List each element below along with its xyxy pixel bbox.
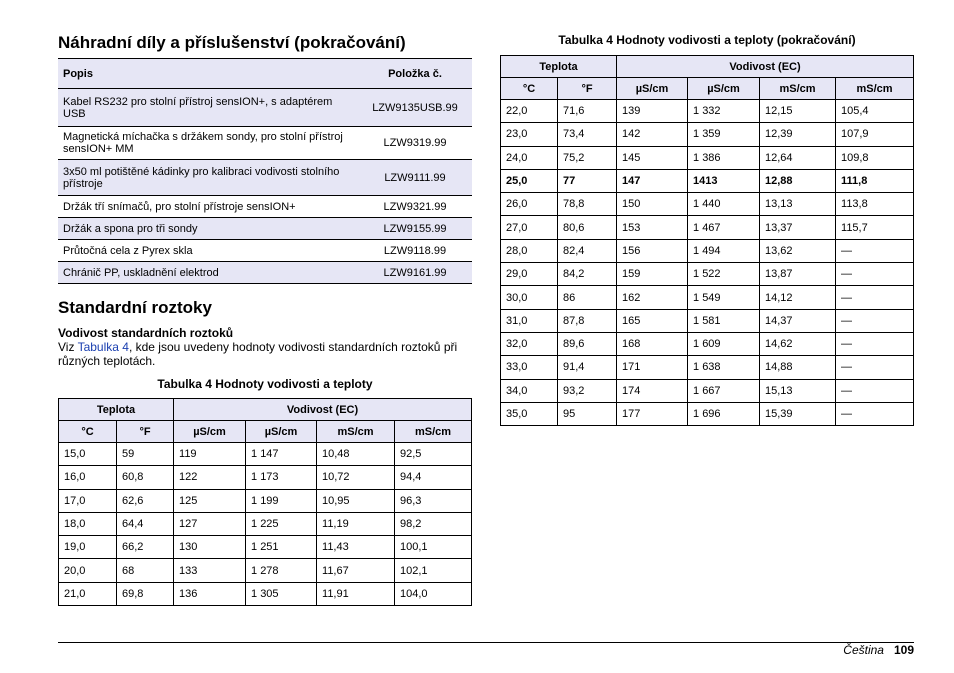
us-cm-value-1: 136 — [174, 582, 246, 605]
temp-celsius: 24,0 — [501, 146, 558, 169]
col-header-fahrenheit: °F — [117, 421, 174, 443]
temp-fahrenheit: 89,6 — [558, 332, 617, 355]
us-cm-value-1: 159 — [617, 263, 688, 286]
us-cm-value-1: 133 — [174, 559, 246, 582]
temp-celsius: 31,0 — [501, 309, 558, 332]
ms-cm-value-2: 105,4 — [836, 100, 914, 123]
us-cm-value-1: 168 — [617, 332, 688, 355]
ms-cm-value-2: — — [836, 286, 914, 309]
us-cm-value-1: 125 — [174, 489, 246, 512]
ms-cm-value-2: 104,0 — [395, 582, 472, 605]
temp-celsius: 23,0 — [501, 123, 558, 146]
us-cm-value-1: 139 — [617, 100, 688, 123]
table-row — [501, 100, 914, 123]
left-column — [58, 30, 472, 606]
us-cm-value-2: 1 609 — [688, 332, 760, 355]
ms-cm-value-1: 14,37 — [760, 309, 836, 332]
col-header-us-cm-2: µS/cm — [688, 78, 760, 100]
temp-fahrenheit: 80,6 — [558, 216, 617, 239]
part-number: LZW9321.99 — [358, 196, 472, 218]
col-header-ms-cm-1: mS/cm — [317, 421, 395, 443]
temp-fahrenheit: 68 — [117, 559, 174, 582]
parts-row — [58, 240, 472, 262]
us-cm-value-1: 171 — [617, 356, 688, 379]
footer-language: Čeština — [843, 643, 884, 657]
table-row — [501, 286, 914, 309]
parts-header-item-no: Položka č. — [358, 59, 472, 89]
temp-fahrenheit: 64,4 — [117, 512, 174, 535]
us-cm-value-2: 1 147 — [246, 443, 317, 466]
us-cm-value-2: 1 251 — [246, 536, 317, 559]
ms-cm-value-1: 11,43 — [317, 536, 395, 559]
ms-cm-value-2: — — [836, 356, 914, 379]
us-cm-value-1: 147 — [617, 169, 688, 192]
table-row — [501, 379, 914, 402]
temp-celsius: 22,0 — [501, 100, 558, 123]
ms-cm-value-1: 12,15 — [760, 100, 836, 123]
ms-cm-value-2: — — [836, 379, 914, 402]
us-cm-value-2: 1413 — [688, 169, 760, 192]
section-title-spare-parts: Náhradní díly a příslušenství (pokračování) — [58, 33, 406, 52]
temp-celsius: 27,0 — [501, 216, 558, 239]
page-footer — [843, 643, 914, 657]
col-header-us-cm-2: µS/cm — [246, 421, 317, 443]
group-header-temperature: Teplota — [59, 399, 174, 421]
para-prefix: Viz — [58, 340, 78, 354]
us-cm-value-2: 1 549 — [688, 286, 760, 309]
temp-fahrenheit: 66,2 — [117, 536, 174, 559]
us-cm-value-2: 1 522 — [688, 263, 760, 286]
parts-header-description: Popis — [58, 59, 358, 89]
table-row — [59, 512, 472, 535]
temp-celsius: 26,0 — [501, 193, 558, 216]
us-cm-value-2: 1 332 — [688, 100, 760, 123]
subsection-title: Vodivost standardních roztoků — [58, 326, 234, 340]
para-suffix: , kde jsou uvedeny hodnoty vodivosti standardních roztoků při různých teplotách. — [58, 340, 458, 368]
section-title-standard-solutions: Standardní roztoky — [58, 298, 212, 317]
us-cm-value-1: 130 — [174, 536, 246, 559]
ms-cm-value-2: 109,8 — [836, 146, 914, 169]
table-row — [501, 309, 914, 332]
ms-cm-value-2: — — [836, 332, 914, 355]
temp-fahrenheit: 91,4 — [558, 356, 617, 379]
parts-row — [58, 127, 472, 160]
ms-cm-value-2: 102,1 — [395, 559, 472, 582]
temp-fahrenheit: 73,4 — [558, 123, 617, 146]
table-row — [501, 216, 914, 239]
us-cm-value-1: 119 — [174, 443, 246, 466]
table-row — [501, 239, 914, 262]
table-row — [59, 559, 472, 582]
ms-cm-value-1: 14,88 — [760, 356, 836, 379]
ms-cm-value-2: — — [836, 309, 914, 332]
us-cm-value-1: 122 — [174, 466, 246, 489]
table-row — [501, 123, 914, 146]
temp-fahrenheit: 82,4 — [558, 239, 617, 262]
ms-cm-value-2: 96,3 — [395, 489, 472, 512]
temp-celsius: 17,0 — [59, 489, 117, 512]
temp-celsius: 33,0 — [501, 356, 558, 379]
us-cm-value-2: 1 667 — [688, 379, 760, 402]
part-number: LZW9111.99 — [358, 160, 472, 196]
us-cm-value-2: 1 494 — [688, 239, 760, 262]
temp-fahrenheit: 62,6 — [117, 489, 174, 512]
temp-celsius: 16,0 — [59, 466, 117, 489]
part-number: LZW9155.99 — [358, 218, 472, 240]
table-row — [501, 402, 914, 425]
temp-celsius: 19,0 — [59, 536, 117, 559]
ms-cm-value-1: 12,39 — [760, 123, 836, 146]
ms-cm-value-1: 10,48 — [317, 443, 395, 466]
table-caption: Tabulka 4 Hodnoty vodivosti a teploty — [157, 377, 373, 391]
ms-cm-value-1: 12,64 — [760, 146, 836, 169]
temp-fahrenheit: 78,8 — [558, 193, 617, 216]
ms-cm-value-1: 12,88 — [760, 169, 836, 192]
temp-celsius: 15,0 — [59, 443, 117, 466]
col-header-celsius: °C — [59, 421, 117, 443]
us-cm-value-2: 1 173 — [246, 466, 317, 489]
part-number: LZW9135USB.99 — [358, 89, 472, 127]
us-cm-value-1: 156 — [617, 239, 688, 262]
temp-celsius: 28,0 — [501, 239, 558, 262]
unit-header-row — [501, 78, 914, 100]
temp-celsius: 25,0 — [501, 169, 558, 192]
temp-celsius: 35,0 — [501, 402, 558, 425]
us-cm-value-2: 1 467 — [688, 216, 760, 239]
col-header-fahrenheit: °F — [558, 78, 617, 100]
ms-cm-value-1: 14,12 — [760, 286, 836, 309]
ms-cm-value-2: 115,7 — [836, 216, 914, 239]
temp-fahrenheit: 75,2 — [558, 146, 617, 169]
us-cm-value-1: 165 — [617, 309, 688, 332]
table-4-link[interactable]: Tabulka 4 — [77, 340, 129, 354]
table-row — [501, 193, 914, 216]
right-column — [500, 30, 914, 426]
part-description: Držák a spona pro tři sondy — [58, 218, 358, 240]
us-cm-value-2: 1 278 — [246, 559, 317, 582]
ms-cm-value-1: 13,13 — [760, 193, 836, 216]
temp-fahrenheit: 60,8 — [117, 466, 174, 489]
ms-cm-value-1: 14,62 — [760, 332, 836, 355]
ms-cm-value-1: 11,19 — [317, 512, 395, 535]
ms-cm-value-2: — — [836, 402, 914, 425]
us-cm-value-1: 177 — [617, 402, 688, 425]
parts-row — [58, 218, 472, 240]
col-header-ms-cm-1: mS/cm — [760, 78, 836, 100]
temp-celsius: 34,0 — [501, 379, 558, 402]
table-row — [501, 169, 914, 192]
table-row — [501, 332, 914, 355]
temp-fahrenheit: 59 — [117, 443, 174, 466]
us-cm-value-2: 1 581 — [688, 309, 760, 332]
table-row — [59, 466, 472, 489]
temp-fahrenheit: 77 — [558, 169, 617, 192]
table-row — [59, 582, 472, 605]
part-number: LZW9118.99 — [358, 240, 472, 262]
page-number: 109 — [893, 643, 914, 657]
temp-celsius: 29,0 — [501, 263, 558, 286]
parts-row — [58, 196, 472, 218]
ms-cm-value-1: 10,72 — [317, 466, 395, 489]
us-cm-value-1: 153 — [617, 216, 688, 239]
ms-cm-value-2: 98,2 — [395, 512, 472, 535]
parts-row — [58, 160, 472, 196]
col-header-ms-cm-2: mS/cm — [836, 78, 914, 100]
ms-cm-value-2: 94,4 — [395, 466, 472, 489]
us-cm-value-1: 142 — [617, 123, 688, 146]
conductivity-table — [58, 398, 472, 606]
ms-cm-value-2: 113,8 — [836, 193, 914, 216]
part-number: LZW9161.99 — [358, 262, 472, 284]
group-header-temperature: Teplota — [501, 56, 617, 78]
table-row — [59, 443, 472, 466]
ms-cm-value-1: 11,67 — [317, 559, 395, 582]
temp-fahrenheit: 69,8 — [117, 582, 174, 605]
us-cm-value-1: 174 — [617, 379, 688, 402]
parts-table — [58, 58, 472, 284]
parts-row — [58, 262, 472, 284]
us-cm-value-2: 1 359 — [688, 123, 760, 146]
temp-celsius: 32,0 — [501, 332, 558, 355]
temp-fahrenheit: 84,2 — [558, 263, 617, 286]
part-description: 3x50 ml potištěné kádinky pro kalibraci vodivosti stolního přístroje — [58, 160, 358, 196]
ms-cm-value-1: 11,91 — [317, 582, 395, 605]
col-header-celsius: °C — [501, 78, 558, 100]
us-cm-value-2: 1 440 — [688, 193, 760, 216]
us-cm-value-1: 162 — [617, 286, 688, 309]
ms-cm-value-2: — — [836, 239, 914, 262]
part-description: Průtočná cela z Pyrex skla — [58, 240, 358, 262]
temp-celsius: 20,0 — [59, 559, 117, 582]
ms-cm-value-2: 111,8 — [836, 169, 914, 192]
temp-celsius: 18,0 — [59, 512, 117, 535]
ms-cm-value-2: 100,1 — [395, 536, 472, 559]
us-cm-value-2: 1 225 — [246, 512, 317, 535]
ms-cm-value-2: — — [836, 263, 914, 286]
table-row — [501, 146, 914, 169]
ms-cm-value-1: 13,62 — [760, 239, 836, 262]
unit-header-row — [59, 421, 472, 443]
group-header-conductivity: Vodivost (EC) — [617, 56, 914, 78]
temp-fahrenheit: 95 — [558, 402, 617, 425]
table-row — [59, 489, 472, 512]
col-header-ms-cm-2: mS/cm — [395, 421, 472, 443]
us-cm-value-1: 150 — [617, 193, 688, 216]
col-header-us-cm-1: µS/cm — [617, 78, 688, 100]
col-header-us-cm-1: µS/cm — [174, 421, 246, 443]
ms-cm-value-1: 13,37 — [760, 216, 836, 239]
us-cm-value-1: 127 — [174, 512, 246, 535]
temp-celsius: 21,0 — [59, 582, 117, 605]
ms-cm-value-1: 15,13 — [760, 379, 836, 402]
us-cm-value-2: 1 305 — [246, 582, 317, 605]
ms-cm-value-1: 10,95 — [317, 489, 395, 512]
us-cm-value-2: 1 638 — [688, 356, 760, 379]
us-cm-value-1: 145 — [617, 146, 688, 169]
temp-fahrenheit: 87,8 — [558, 309, 617, 332]
temp-celsius: 30,0 — [501, 286, 558, 309]
part-description: Kabel RS232 pro stolní přístroj sensION+, s adaptérem USB — [58, 89, 358, 127]
us-cm-value-2: 1 696 — [688, 402, 760, 425]
ms-cm-value-1: 15,39 — [760, 402, 836, 425]
part-number: LZW9319.99 — [358, 127, 472, 160]
group-header-conductivity: Vodivost (EC) — [174, 399, 472, 421]
ms-cm-value-2: 107,9 — [836, 123, 914, 146]
intro-paragraph — [58, 340, 472, 368]
table-row — [59, 536, 472, 559]
temp-fahrenheit: 71,6 — [558, 100, 617, 123]
footer-divider — [58, 642, 914, 643]
ms-cm-value-2: 92,5 — [395, 443, 472, 466]
parts-row — [58, 89, 472, 127]
part-description: Držák tří snímačů, pro stolní přístroje sensION+ — [58, 196, 358, 218]
table-row — [501, 356, 914, 379]
part-description: Magnetická míchačka s držákem sondy, pro stolní přístroj sensION+ MM — [58, 127, 358, 160]
part-description: Chránič PP, uskladnění elektrod — [58, 262, 358, 284]
conductivity-table-continued — [500, 55, 914, 426]
table-row — [501, 263, 914, 286]
temp-fahrenheit: 93,2 — [558, 379, 617, 402]
us-cm-value-2: 1 386 — [688, 146, 760, 169]
temp-fahrenheit: 86 — [558, 286, 617, 309]
us-cm-value-2: 1 199 — [246, 489, 317, 512]
table-caption-continued: Tabulka 4 Hodnoty vodivosti a teploty (pokračování) — [558, 33, 856, 47]
ms-cm-value-1: 13,87 — [760, 263, 836, 286]
